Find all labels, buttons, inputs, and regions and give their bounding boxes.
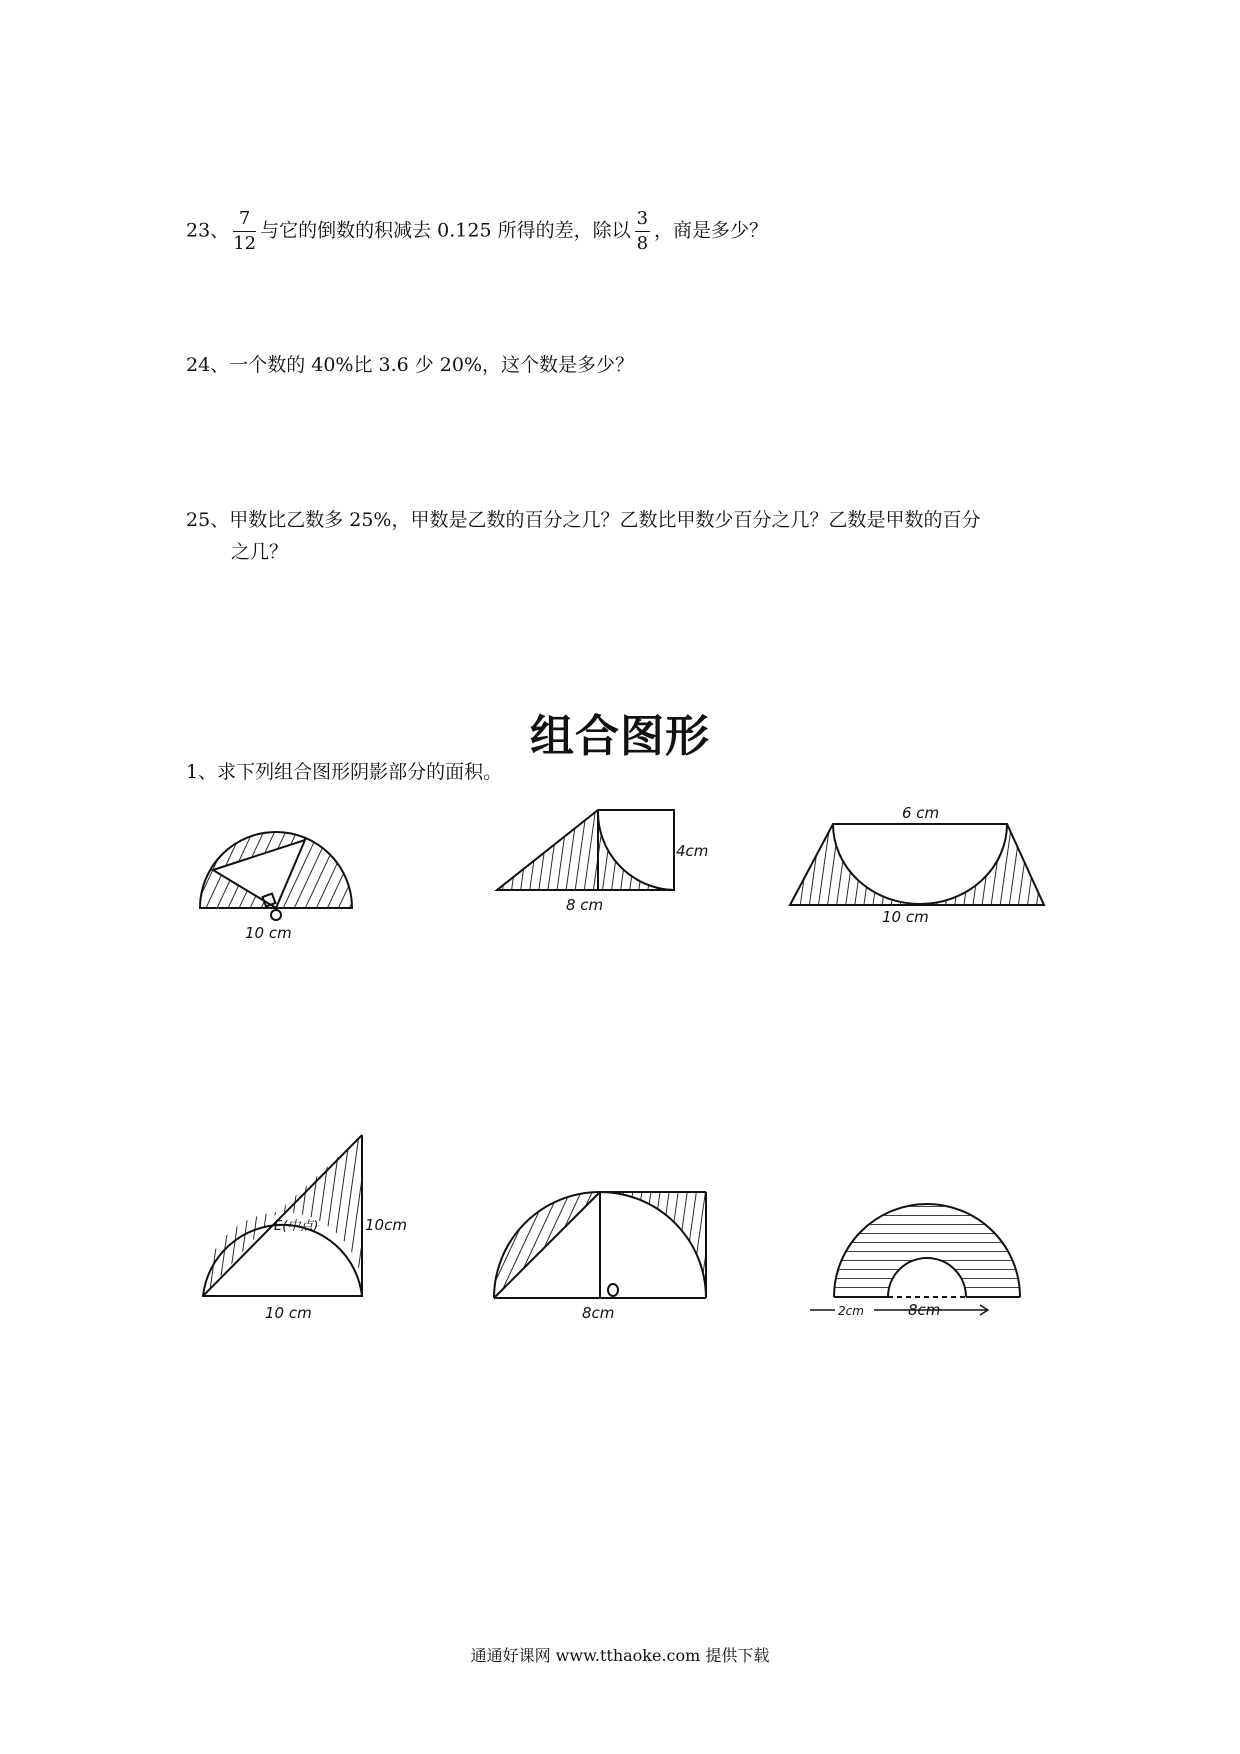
fig1-center-dot — [271, 910, 281, 920]
fig5-base-label: 8cm — [582, 1304, 615, 1322]
fig5-shaded-right — [600, 1192, 706, 1298]
fig2-side-label: 4cm — [676, 842, 709, 860]
fig1-base-label: 10 cm — [245, 924, 292, 942]
fig6-ring-label: 2cm — [838, 1304, 864, 1318]
figure-5 — [494, 1192, 706, 1298]
question-text: 与它的倒数的积减去 0.125 所得的差，除以 — [260, 219, 631, 242]
question-text-line2: 之几？ — [231, 541, 289, 563]
fraction-7-12: $\frac{7}{12}$ — [233, 208, 257, 254]
figure-4 — [203, 1135, 362, 1296]
fig6-shaded-ring — [834, 1204, 1020, 1297]
fig2-base-label: 8 cm — [566, 896, 604, 914]
fig3-base-label: 10 cm — [882, 908, 929, 926]
fig3-top-label: 6 cm — [902, 804, 940, 822]
figure-2 — [497, 810, 674, 890]
question-number: 23、 — [186, 219, 230, 242]
fraction-3-8: $\frac{3}{8}$ — [636, 208, 649, 254]
question-text-line1: 甲数比乙数多 25%，甲数是乙数的百分之几？乙数比甲数少百分之几？乙数是甲数的百分 — [229, 509, 981, 531]
fig4-base-label: 10 cm — [265, 1304, 312, 1322]
figure-6 — [810, 1204, 1020, 1315]
question-text: 一个数的 40%比 3.6 少 20%，这个数是多少？ — [229, 354, 635, 376]
fig4-midpoint-label: E(中点) — [274, 1219, 319, 1234]
fig5-center-mark — [608, 1284, 618, 1296]
figure-3 — [790, 824, 1044, 905]
figure-1 — [200, 832, 352, 920]
question-number: 24、 — [186, 354, 230, 376]
fig6-inner-label: 8cm — [908, 1301, 941, 1319]
fig4-side-label: 10cm — [365, 1216, 407, 1234]
section-title: 组合图形 — [530, 711, 710, 762]
question-number: 25、 — [186, 509, 230, 531]
question-text-end: ，商是多少？ — [654, 219, 769, 242]
footer: 通通好课网 www.tthaoke.com 提供下载 — [470, 1646, 770, 1665]
fig4-shaded-right-region — [278, 1135, 362, 1296]
exercise-1-prompt: 1、求下列组合图形阴影部分的面积。 — [186, 761, 503, 783]
